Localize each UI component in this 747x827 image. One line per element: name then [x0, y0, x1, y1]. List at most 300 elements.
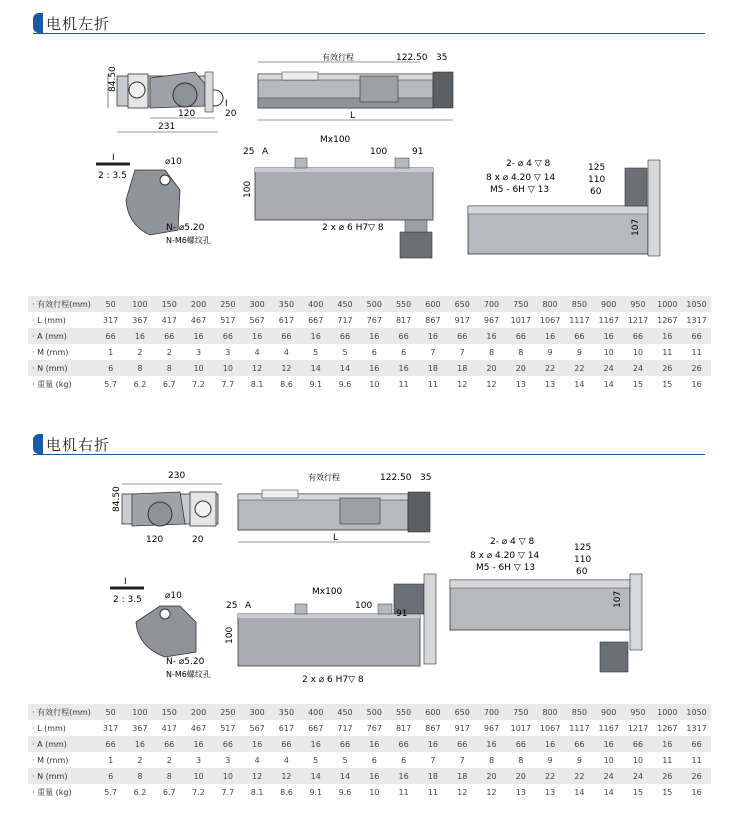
- table-cell: 800: [535, 704, 564, 720]
- table-cell: 16: [184, 328, 213, 344]
- dim-25: 25: [226, 601, 238, 611]
- table-cell: 7.7: [213, 784, 242, 800]
- table-cell: 26: [682, 360, 711, 376]
- section-title-text: 电机左折: [46, 14, 111, 33]
- dim-hole1: 2- ⌀ 4 ▽ 8: [490, 537, 535, 547]
- table-cell: 11: [418, 376, 447, 392]
- table-cell: 617: [272, 720, 301, 736]
- table-cell: 16: [389, 360, 418, 376]
- table-cell: 15: [653, 376, 682, 392]
- dim-100-height: 100: [225, 626, 235, 644]
- table-cell: 10: [594, 344, 623, 360]
- table-cell: 26: [653, 360, 682, 376]
- table-cell: 1317: [682, 312, 711, 328]
- dim-25: 25: [243, 147, 255, 157]
- table-cell: 917: [448, 720, 477, 736]
- table-cell: 817: [389, 720, 418, 736]
- table-cell: 6.2: [125, 376, 154, 392]
- table-cell: 917: [448, 312, 477, 328]
- row-label: · 重量 (kg): [28, 376, 96, 392]
- table-cell: 18: [418, 768, 447, 784]
- table-cell: 12: [448, 784, 477, 800]
- dim-100: 100: [370, 147, 388, 157]
- table-cell: 2: [125, 752, 154, 768]
- table-cell: 11: [682, 344, 711, 360]
- dim-35: 35: [436, 53, 448, 63]
- table-cell: 8.1: [242, 376, 271, 392]
- table-cell: 10: [213, 360, 242, 376]
- dim-20: 20: [225, 109, 237, 119]
- dim-91: 91: [412, 147, 424, 157]
- table-cell: 66: [96, 736, 125, 752]
- left-fold-drawing: [0, 40, 747, 290]
- table-cell: 6: [360, 344, 389, 360]
- table-cell: 317: [96, 312, 125, 328]
- table-cell: 13: [506, 376, 535, 392]
- table-cell: 11: [389, 784, 418, 800]
- row-label: · M (mm): [28, 344, 96, 360]
- dim-mx100: Mx100: [320, 135, 351, 145]
- table-cell: 14: [594, 376, 623, 392]
- table-cell: 9.1: [301, 376, 330, 392]
- table-cell: 367: [125, 720, 154, 736]
- table-cell: 66: [155, 328, 184, 344]
- detail-label: I: [124, 577, 127, 587]
- dim-107: 107: [613, 590, 623, 608]
- table-cell: 600: [418, 296, 447, 312]
- table-cell: 66: [389, 736, 418, 752]
- dim-n-m6: N-M6螺纹孔: [166, 670, 211, 679]
- table-cell: 16: [594, 736, 623, 752]
- table-cell: 66: [565, 736, 594, 752]
- dim-110: 110: [588, 175, 606, 185]
- table-cell: 16: [535, 736, 564, 752]
- table-cell: 900: [594, 296, 623, 312]
- table-cell: 317: [96, 720, 125, 736]
- table-cell: 1000: [653, 296, 682, 312]
- table-cell: 24: [594, 360, 623, 376]
- table-cell: 16: [242, 736, 271, 752]
- table-cell: 8.6: [272, 784, 301, 800]
- table-cell: 500: [360, 704, 389, 720]
- table-cell: 767: [360, 312, 389, 328]
- table-cell: 1067: [535, 312, 564, 328]
- table-cell: 417: [155, 312, 184, 328]
- dim-hole2: 8 x ⌀ 4.20 ▽ 14: [486, 173, 556, 183]
- table-cell: 717: [330, 312, 359, 328]
- table-cell: 567: [242, 312, 271, 328]
- table-cell: 50: [96, 704, 125, 720]
- table-cell: 500: [360, 296, 389, 312]
- table-cell: 3: [184, 752, 213, 768]
- table-cell: 9: [535, 752, 564, 768]
- table-cell: 14: [565, 784, 594, 800]
- row-label: · N (mm): [28, 360, 96, 376]
- table-cell: 6: [96, 360, 125, 376]
- table-cell: 11: [653, 344, 682, 360]
- table-cell: 15: [623, 376, 652, 392]
- table-cell: 1067: [535, 720, 564, 736]
- dim-231: 231: [158, 122, 176, 132]
- table-cell: 16: [389, 768, 418, 784]
- title-marker: [33, 434, 43, 454]
- table-cell: 400: [301, 296, 330, 312]
- dim-stroke: 有效行程: [322, 53, 354, 62]
- table-row: [28, 376, 711, 392]
- dim-I-mark: I: [225, 99, 228, 109]
- table-cell: 9.6: [330, 376, 359, 392]
- table-cell: 4: [242, 752, 271, 768]
- table-cell: 200: [184, 704, 213, 720]
- row-label: · N (mm): [28, 768, 96, 784]
- table-cell: 7: [418, 344, 447, 360]
- dim-hole3: M5 - 6H ▽ 13: [490, 185, 550, 195]
- table-cell: 9: [535, 344, 564, 360]
- table-cell: 20: [477, 360, 506, 376]
- table-cell: 22: [535, 360, 564, 376]
- table-cell: 14: [565, 376, 594, 392]
- table-cell: 2: [125, 344, 154, 360]
- table-cell: 8.6: [272, 376, 301, 392]
- table-cell: 700: [477, 704, 506, 720]
- table-cell: 1267: [653, 312, 682, 328]
- dim-stroke: 有效行程: [308, 473, 340, 482]
- dim-h7: 2 x ⌀ 6 H7▽ 8: [302, 675, 364, 685]
- table-cell: 4: [272, 344, 301, 360]
- table-cell: 66: [623, 328, 652, 344]
- table-cell: 11: [682, 752, 711, 768]
- section-title-left: [33, 12, 110, 34]
- table-cell: 16: [653, 328, 682, 344]
- section-title-right: [33, 433, 110, 455]
- table-cell: 467: [184, 312, 213, 328]
- table-cell: 16: [682, 376, 711, 392]
- table-cell: 8: [506, 752, 535, 768]
- title-marker: [33, 13, 43, 33]
- table-cell: 12: [448, 376, 477, 392]
- table-cell: 12: [477, 784, 506, 800]
- section-divider: [33, 33, 705, 34]
- table-cell: 517: [213, 720, 242, 736]
- dim-60: 60: [576, 567, 588, 577]
- dim-125: 125: [588, 163, 606, 173]
- table-cell: 66: [506, 736, 535, 752]
- table-cell: 8: [125, 360, 154, 376]
- dim-35: 35: [420, 473, 432, 483]
- table-cell: 10: [184, 768, 213, 784]
- table-cell: 16: [360, 736, 389, 752]
- table-cell: 22: [565, 360, 594, 376]
- top-view: [258, 72, 453, 108]
- table-cell: 18: [448, 360, 477, 376]
- dim-122: 122.50: [380, 473, 412, 483]
- table-cell: 667: [301, 312, 330, 328]
- table-cell: 8: [125, 768, 154, 784]
- table-cell: 750: [506, 296, 535, 312]
- table-cell: 13: [535, 376, 564, 392]
- dim-125: 125: [574, 543, 592, 553]
- table-cell: 22: [565, 768, 594, 784]
- table-cell: 16: [360, 328, 389, 344]
- table-cell: 66: [448, 736, 477, 752]
- detail-label: I: [112, 153, 115, 163]
- table-cell: 717: [330, 720, 359, 736]
- table-cell: 8: [477, 344, 506, 360]
- dim-hole2: 8 x ⌀ 4.20 ▽ 14: [470, 551, 540, 561]
- table-cell: 750: [506, 704, 535, 720]
- table-cell: 1117: [565, 312, 594, 328]
- table-cell: 150: [155, 704, 184, 720]
- table-cell: 950: [623, 296, 652, 312]
- table-cell: 11: [653, 752, 682, 768]
- table-cell: 16: [301, 328, 330, 344]
- table-cell: 650: [448, 296, 477, 312]
- table-cell: 667: [301, 720, 330, 736]
- table-cell: 1117: [565, 720, 594, 736]
- table-cell: 66: [213, 736, 242, 752]
- table-cell: 66: [565, 328, 594, 344]
- table-cell: 14: [301, 360, 330, 376]
- table-cell: 550: [389, 296, 418, 312]
- table-cell: 5.7: [96, 376, 125, 392]
- table-cell: 3: [213, 752, 242, 768]
- table-cell: 300: [242, 704, 271, 720]
- row-label: · L (mm): [28, 720, 96, 736]
- table-cell: 1050: [682, 296, 711, 312]
- dim-120: 120: [146, 535, 164, 545]
- table-row: [28, 344, 711, 360]
- dim-height: 84.50: [112, 486, 122, 512]
- dim-100-height: 100: [243, 180, 253, 198]
- table-cell: 417: [155, 720, 184, 736]
- table-cell: 5: [301, 752, 330, 768]
- front-view: [255, 158, 433, 258]
- right-fold-drawing: [0, 462, 747, 702]
- row-label: · A (mm): [28, 328, 96, 344]
- table-cell: 7.7: [213, 376, 242, 392]
- table-cell: 66: [272, 736, 301, 752]
- table-cell: 66: [682, 736, 711, 752]
- table-cell: 66: [682, 328, 711, 344]
- table-cell: 6.2: [125, 784, 154, 800]
- table-cell: 18: [418, 360, 447, 376]
- table-cell: 10: [594, 752, 623, 768]
- end-view: [117, 72, 223, 112]
- table-cell: 1: [96, 752, 125, 768]
- dim-hole1: 2- ⌀ 4 ▽ 8: [506, 159, 551, 169]
- table-cell: 8.1: [242, 784, 271, 800]
- side-view: [450, 574, 642, 672]
- table-cell: 16: [682, 784, 711, 800]
- table-cell: 10: [623, 344, 652, 360]
- section-divider: [33, 454, 705, 455]
- table-cell: 767: [360, 720, 389, 736]
- table-cell: 6: [360, 752, 389, 768]
- dim-mx100: Mx100: [312, 587, 343, 597]
- table-cell: 16: [301, 736, 330, 752]
- dim-91: 91: [396, 609, 408, 619]
- table-cell: 16: [125, 736, 154, 752]
- table-cell: 8: [506, 344, 535, 360]
- table-cell: 450: [330, 704, 359, 720]
- dim-110: 110: [574, 555, 592, 565]
- table-cell: 16: [477, 736, 506, 752]
- table-cell: 467: [184, 720, 213, 736]
- table-row: [28, 720, 711, 736]
- table-cell: 9.6: [330, 784, 359, 800]
- table-cell: 6: [389, 344, 418, 360]
- row-label: · 有效行程(mm): [28, 296, 96, 312]
- table-cell: 15: [623, 784, 652, 800]
- dim-n-m6: N-M6螺纹孔: [166, 236, 211, 245]
- table-cell: 800: [535, 296, 564, 312]
- table-cell: 12: [477, 376, 506, 392]
- row-label: · M (mm): [28, 752, 96, 768]
- table-cell: 14: [330, 768, 359, 784]
- dim-A: A: [245, 601, 252, 611]
- table-cell: 16: [242, 328, 271, 344]
- table-cell: 6.7: [155, 376, 184, 392]
- table-cell: 6: [389, 752, 418, 768]
- table-cell: 18: [448, 768, 477, 784]
- table-cell: 5.7: [96, 784, 125, 800]
- table-cell: 10: [184, 360, 213, 376]
- table-cell: 5: [301, 344, 330, 360]
- table-cell: 950: [623, 704, 652, 720]
- table-cell: 2: [155, 752, 184, 768]
- table-cell: 3: [184, 344, 213, 360]
- row-label: · 有效行程(mm): [28, 704, 96, 720]
- table-cell: 16: [125, 328, 154, 344]
- table-cell: 4: [272, 752, 301, 768]
- table-cell: 24: [623, 360, 652, 376]
- table-cell: 8: [477, 752, 506, 768]
- table-cell: 10: [360, 376, 389, 392]
- table-cell: 567: [242, 720, 271, 736]
- detail-scale: 2 : 3.5: [98, 171, 127, 181]
- table-cell: 150: [155, 296, 184, 312]
- table-cell: 8: [155, 360, 184, 376]
- table-cell: 250: [213, 296, 242, 312]
- table-cell: 6.7: [155, 784, 184, 800]
- table-cell: 16: [418, 328, 447, 344]
- table-cell: 1017: [506, 720, 535, 736]
- table-cell: 1167: [594, 312, 623, 328]
- table-cell: 700: [477, 296, 506, 312]
- table-cell: 16: [477, 328, 506, 344]
- dim-L: L: [333, 533, 339, 543]
- table-cell: 66: [330, 328, 359, 344]
- dim-60: 60: [590, 187, 602, 197]
- table-cell: 26: [653, 768, 682, 784]
- table-cell: 350: [272, 704, 301, 720]
- dim-A: A: [262, 147, 269, 157]
- table-cell: 450: [330, 296, 359, 312]
- table-cell: 1: [96, 344, 125, 360]
- table-cell: 400: [301, 704, 330, 720]
- table-cell: 817: [389, 312, 418, 328]
- table-row: [28, 360, 711, 376]
- table-cell: 66: [389, 328, 418, 344]
- table-cell: 20: [506, 360, 535, 376]
- table-cell: 617: [272, 312, 301, 328]
- table-cell: 100: [125, 296, 154, 312]
- table-cell: 1217: [623, 312, 652, 328]
- table-row: [28, 784, 711, 800]
- table-cell: 66: [213, 328, 242, 344]
- table-cell: 10: [623, 752, 652, 768]
- table-cell: 867: [418, 720, 447, 736]
- top-view: [238, 490, 430, 532]
- table-cell: 6: [96, 768, 125, 784]
- table-cell: 850: [565, 296, 594, 312]
- row-label: · 重量 (kg): [28, 784, 96, 800]
- table-cell: 14: [594, 784, 623, 800]
- dim-phi10: ⌀10: [165, 157, 182, 167]
- table-cell: 10: [360, 784, 389, 800]
- table-cell: 850: [565, 704, 594, 720]
- table-cell: 7: [418, 752, 447, 768]
- table-cell: 24: [594, 768, 623, 784]
- table-cell: 9: [565, 752, 594, 768]
- table-cell: 300: [242, 296, 271, 312]
- table-cell: 350: [272, 296, 301, 312]
- table-cell: 12: [242, 360, 271, 376]
- table-cell: 13: [535, 784, 564, 800]
- table-row: [28, 704, 711, 720]
- table-row: [28, 736, 711, 752]
- dim-L: L: [350, 111, 356, 121]
- table-row: [28, 312, 711, 328]
- table-cell: 66: [330, 736, 359, 752]
- table-row: [28, 296, 711, 312]
- table-cell: 7.2: [184, 784, 213, 800]
- table-cell: 517: [213, 312, 242, 328]
- dim-120: 120: [178, 109, 196, 119]
- table-row: [28, 768, 711, 784]
- table-cell: 14: [330, 360, 359, 376]
- row-label: · A (mm): [28, 736, 96, 752]
- table-cell: 3: [213, 344, 242, 360]
- table-cell: 550: [389, 704, 418, 720]
- table-cell: 4: [242, 344, 271, 360]
- table-row: [28, 752, 711, 768]
- table-cell: 1167: [594, 720, 623, 736]
- table-cell: 16: [418, 736, 447, 752]
- table-cell: 16: [184, 736, 213, 752]
- table-cell: 1217: [623, 720, 652, 736]
- table-cell: 66: [155, 736, 184, 752]
- table-cell: 26: [682, 768, 711, 784]
- table-cell: 600: [418, 704, 447, 720]
- spec-table-right: [28, 704, 711, 800]
- table-cell: 22: [535, 768, 564, 784]
- table-cell: 66: [448, 328, 477, 344]
- table-cell: 9.1: [301, 784, 330, 800]
- table-cell: 12: [272, 360, 301, 376]
- table-cell: 20: [477, 768, 506, 784]
- table-cell: 967: [477, 312, 506, 328]
- table-cell: 66: [272, 328, 301, 344]
- table-cell: 24: [623, 768, 652, 784]
- dim-n-phi: N- ⌀5.20: [166, 657, 205, 667]
- dim-100: 100: [355, 601, 373, 611]
- table-cell: 1000: [653, 704, 682, 720]
- dim-phi10: ⌀10: [165, 591, 182, 601]
- dim-107: 107: [631, 218, 641, 236]
- table-cell: 66: [96, 328, 125, 344]
- section-title-text: 电机右折: [46, 435, 111, 454]
